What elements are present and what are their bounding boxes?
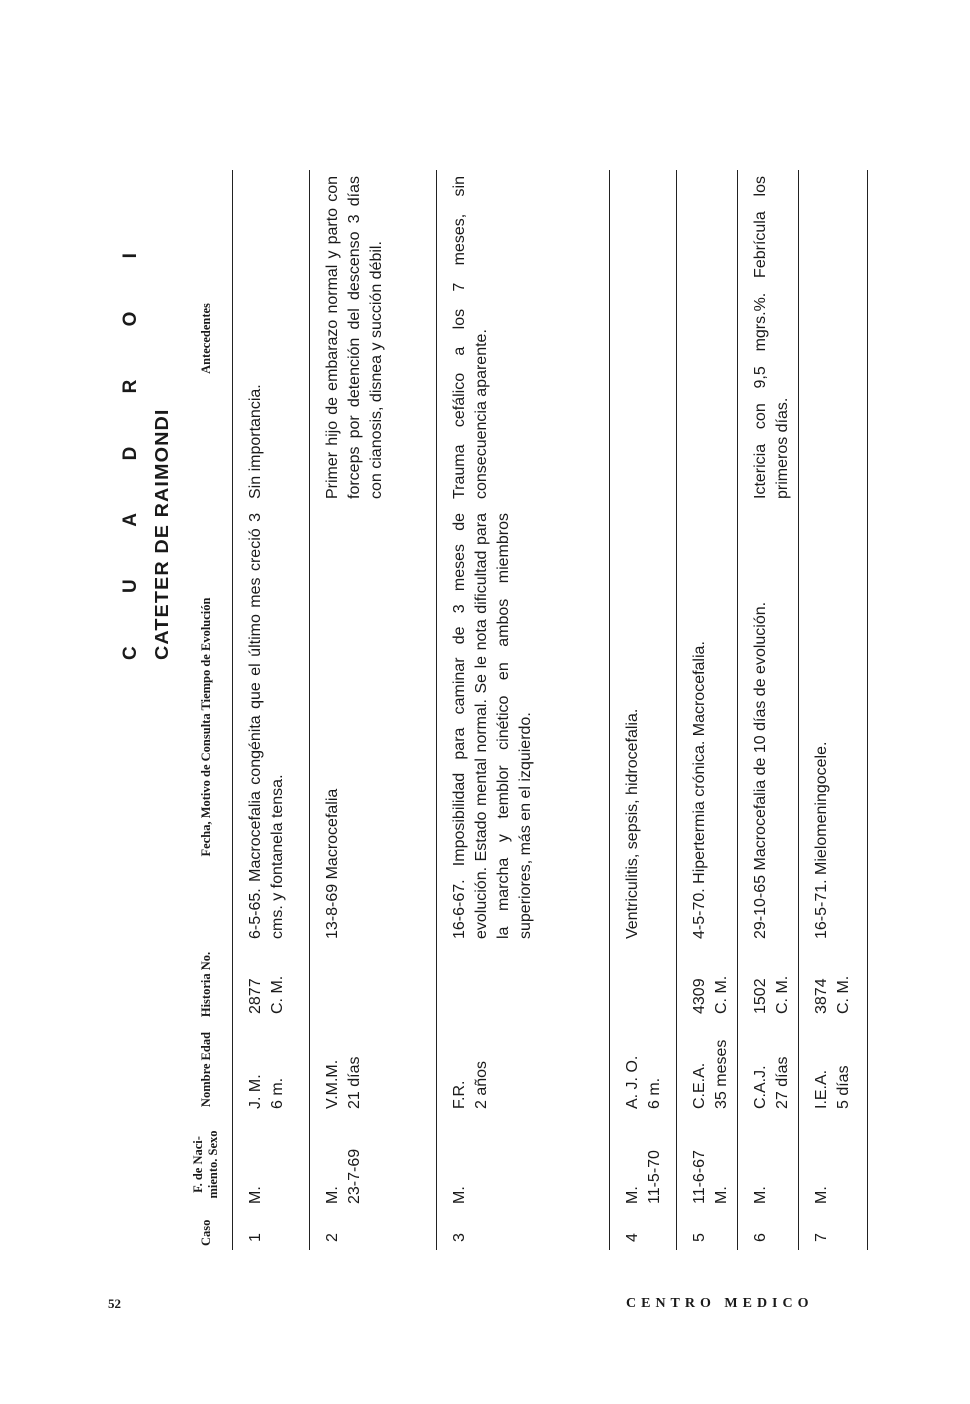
cell-nombre: C.A.J. 27 días: [738, 1022, 799, 1117]
header-fecha: Fecha, Motivo de Consulta Tiempo de Evolución: [180, 507, 233, 947]
cell-historia: [437, 947, 610, 1022]
cell-antecedentes: Sin importancia.: [233, 170, 310, 507]
cell-caso: 3: [437, 1212, 610, 1250]
cell-historia: 2877 C. M.: [233, 947, 310, 1022]
cell-antecedentes: Primer hijo de embarazo normal y parto con forceps por detención del descenso 3 días con cianosis, disnea y succión débil.: [310, 170, 437, 507]
cell-antecedentes: Trauma cefálico a los 7 meses, sin consecuencia aparente.: [437, 170, 610, 507]
table-row: [437, 170, 610, 1250]
cell-nacimiento: M. 11-5-70: [610, 1117, 677, 1212]
cell-nombre: A. J. O. 6 m.: [610, 1022, 677, 1117]
cell-historia: 4309 C. M.: [677, 947, 738, 1022]
cell-antecedentes: [610, 170, 677, 507]
cell-nombre: F.R. 2 años: [437, 1022, 610, 1117]
cell-fecha: 29-10-65 Macrocefalia de 10 días de evolución.: [738, 507, 799, 947]
table-row: [610, 170, 677, 1250]
cell-nacimiento: M.: [437, 1117, 610, 1212]
table-row: [233, 170, 310, 1250]
cell-fecha: 6-5-65. Macrocefalia congénita que el último mes creció 3 cms. y fontanela tensa.: [233, 507, 310, 947]
cases-table: [180, 170, 868, 1250]
page-number: 52: [108, 1296, 121, 1311]
cell-nombre: V.M.M. 21 días: [310, 1022, 437, 1117]
cell-fecha: 16-5-71. Mielomeningocele.: [799, 507, 868, 947]
header-caso: Caso: [180, 1212, 233, 1250]
cell-caso: 7: [799, 1212, 868, 1250]
cell-antecedentes: [799, 170, 868, 507]
header-nombre: Nombre Edad: [180, 1022, 233, 1117]
cell-antecedentes: [677, 170, 738, 507]
cell-caso: 2: [310, 1212, 437, 1250]
table-row: [677, 170, 738, 1250]
rotated-table-area: [120, 170, 852, 1250]
cell-fecha: 4-5-70. Hipertermia crónica. Macrocefalia.: [677, 507, 738, 947]
table-row: [799, 170, 868, 1250]
cell-historia: [310, 947, 437, 1022]
cell-fecha: Ventriculitis, sepsis, hidrocefalia.: [610, 507, 677, 947]
header-historia: Historia No.: [180, 947, 233, 1022]
table-row: [310, 170, 437, 1250]
cell-fecha: 13-8-69 Macrocefalia: [310, 507, 437, 947]
cell-historia: 1502 C. M.: [738, 947, 799, 1022]
cell-historia: 3874 C. M.: [799, 947, 868, 1022]
cell-nacimiento: M.: [799, 1117, 868, 1212]
cell-nacimiento: M.: [738, 1117, 799, 1212]
cell-antecedentes: Ictericia con 9,5 mgrs.%. Febrícula los primeros días.: [738, 170, 799, 507]
cell-caso: 6: [738, 1212, 799, 1250]
table-row: [738, 170, 799, 1250]
cell-nacimiento: 11-6-67 M.: [677, 1117, 738, 1212]
cell-caso: 4: [610, 1212, 677, 1250]
table-header-row: [180, 170, 233, 1250]
cell-nacimiento: M.: [233, 1117, 310, 1212]
cell-nombre: J. M. 6 m.: [233, 1022, 310, 1117]
cell-historia: [610, 947, 677, 1022]
cell-nombre: C.E.A. 35 meses: [677, 1022, 738, 1117]
journal-name: CENTRO MEDICO: [626, 1296, 814, 1311]
cell-caso: 1: [233, 1212, 310, 1250]
header-antecedentes: Antecedentes: [180, 170, 233, 507]
header-nacimiento: F. de Naci- miento. Sexo: [180, 1117, 233, 1212]
cell-nacimiento: M. 23-7-69: [310, 1117, 437, 1212]
table-subtitle: CATETER DE RAIMONDI: [152, 408, 172, 660]
cell-caso: 5: [677, 1212, 738, 1250]
cell-nombre: I.E.A. 5 días: [799, 1022, 868, 1117]
table-title: C U A D R O I: [120, 229, 141, 660]
cell-fecha: 16-6-67. Imposibilidad para caminar de 3 meses de evolución. Estado mental normal. Se le nota dificultad para la marcha y temblor cinético en ambos miembros superiores, más en el izquierdo.: [437, 507, 610, 947]
